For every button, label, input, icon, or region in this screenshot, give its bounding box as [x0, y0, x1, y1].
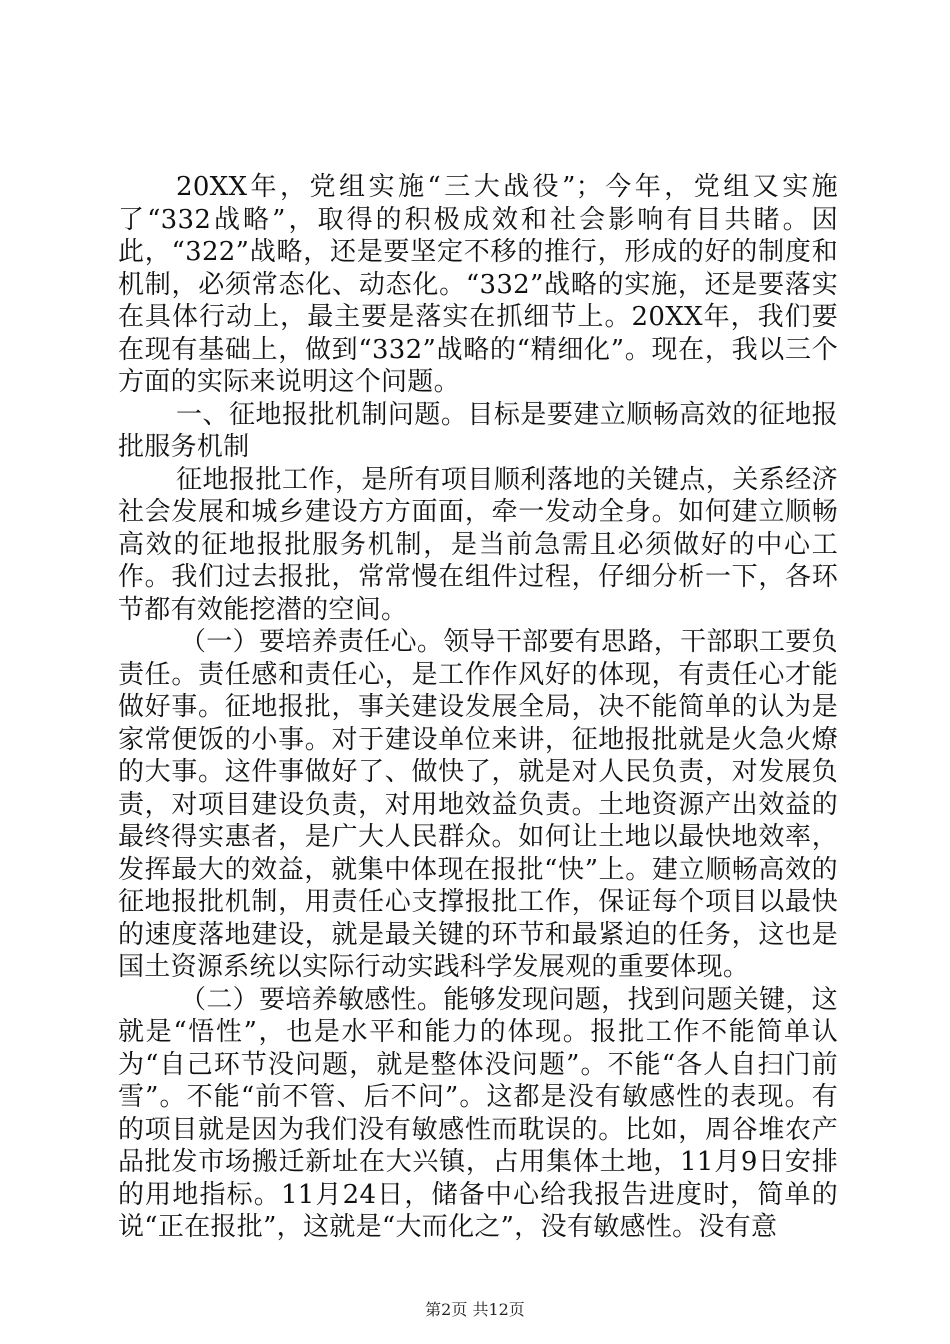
section-heading-land-approval: 一、征地报批机制问题。目标是要建立顺畅高效的征地报批服务机制: [118, 399, 838, 462]
paragraph-responsibility: （一）要培养责任心。领导干部要有思路，干部职工要负责任。责任感和责任心，是工作作风好的体现，有责任心才能做好事。征地报批，事关建设发展全局，决不能简单的认为是家常便饭的小事。对于建设单位来讲，征地报批就是火急火燎的大事。这件事做好了、做快了，就是对人民负责，对发展负责，对项目建设负责，对用地效益负责。土地资源产出效益的最终得实惠者，是广大人民群众。如何让土地以最快地效率，发挥最大的效益，就集中体现在报批“快”上。建立顺畅高效的征地报批机制，用责任心支撑报批工作，保证每个项目以最快的速度落地建设，就是最关键的环节和最紧迫的任务，这也是国土资源系统以实际行动实践科学发展观的重要体现。: [118, 627, 838, 982]
paragraph-land-approval: 征地报批工作，是所有项目顺利落地的关键点，关系经济社会发展和城乡建设方方面面，牵一发动全身。如何建立顺畅高效的征地报批服务机制，是当前急需且必须做好的中心工作。我们过去报批，常常慢在组件过程，仔细分析一下，各环节都有效能挖潜的空间。: [118, 464, 838, 625]
paragraph-sensitivity: （二）要培养敏感性。能够发现问题，找到问题关键，这就是“悟性”，也是水平和能力的体现。报批工作不能简单认为“自己环节没问题，就是整体没问题”。不能“各人自扫门前雪”。不能“前不管、后不问”。这都是没有敏感性的表现。有的项目就是因为我们没有敏感性而耽误的。比如，周谷堆农产品批发市场搬迁新址在大兴镇，占用集体土地，11月9日安排的用地指标。11月24日，储备中心给我报告进度时，简单的说“正在报批”，这就是“大而化之”，没有敏感性。没有意: [118, 984, 838, 1242]
paragraph-intro: 20XX年，党组实施“三大战役”；今年，党组又实施了“332战略”，取得的积极成效和社会影响有目共睹。因此，“322”战略，还是要坚定不移的推行，形成的好的制度和机制，必须常态化、动态化。“332”战略的实施，还是要落实在具体行动上，最主要是落实在抓细节上。20XX年，我们要在现有基础上，做到“332”战略的“精细化”。现在，我以三个方面的实际来说明这个问题。: [118, 172, 838, 397]
document-body: [118, 171, 838, 1244]
page-footer: 第2页 共12页: [425, 1300, 525, 1319]
